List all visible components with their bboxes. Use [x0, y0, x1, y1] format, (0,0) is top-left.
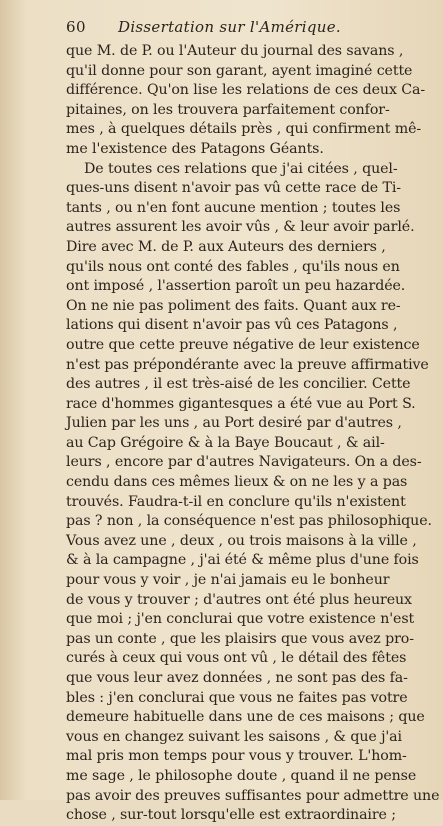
text-line: vous en changez suivant les saisons , & que j'ai: [66, 728, 402, 745]
text-line: leurs , encore par d'autres Navigateurs. On a des-: [66, 454, 422, 471]
text-line: pas ? non , la conséquence n'est pas philosophique.: [66, 513, 432, 530]
text-line: pour vous y voir , je n'ai jamais eu le bonheur: [66, 572, 390, 589]
body-text: [66, 42, 440, 826]
text-line: pitaines, on les trouvera parfaitement confor-: [66, 101, 390, 118]
text-line: outre que cette preuve négative de leur existence: [66, 336, 420, 353]
text-line: que M. de P. ou l'Auteur du journal des savans ,: [66, 43, 404, 59]
text-line: pas avoir des preuves suffisantes pour admettre une: [66, 787, 440, 804]
text-line: lations qui disent n'avoir pas vû ces Patagons ,: [66, 317, 398, 334]
text-line: Vous avez une , deux , ou trois maisons à la ville ,: [66, 532, 417, 549]
text-line: me l'existence des Patagons Géants.: [66, 140, 324, 157]
text-line: de vous y trouver ; d'autres ont été plus heureux: [66, 591, 412, 608]
text-line: différence. Qu'on lise les relations de ces deux Ca-: [66, 82, 426, 99]
text-line: chose , sur-tout lorsqu'elle est extraordinaire ;: [66, 807, 396, 824]
text-line: On ne nie pas poliment des faits. Quant aux re-: [66, 297, 401, 314]
running-title: Dissertation sur l'Amérique.: [118, 18, 341, 36]
text-line: des autres , il est très-aisé de les concilier. Cette: [66, 376, 411, 393]
text-line: Julien par les uns , au Port desiré par d'autres ,: [66, 415, 402, 432]
text-line: que moi ; j'en conclurai que votre existence n'est: [66, 611, 415, 628]
text-line: Dire avec M. de P. aux Auteurs des derniers ,: [66, 238, 386, 255]
text-line: n'est pas prépondérante avec la preuve affirmative: [66, 356, 429, 373]
text-line: ont imposé , l'assertion paroît un peu hazardée.: [66, 278, 406, 295]
text-line: & à la campagne , j'ai été & même plus d'une fois: [66, 552, 419, 569]
text-line: qu'ils nous ont conté des fables , qu'ils nous en: [66, 258, 400, 275]
text-line: au Cap Grégoire & à la Baye Boucaut , & ail-: [66, 434, 385, 451]
text-line: bles : j'en conclurai que vous ne faites pas votre: [66, 689, 408, 706]
text-line: tants , ou n'en font aucune mention ; toutes les: [66, 199, 401, 216]
page-number: 60: [66, 18, 87, 36]
paragraph-start-line: De toutes ces relations que j'ai citées , quel-: [84, 160, 398, 177]
text-line: race d'hommes gigantesques a été vue au Port S.: [66, 395, 416, 412]
text-line: mal pris mon temps pour vous y trouver. L'hom-: [66, 748, 407, 765]
text-line: autres assurent les avoir vûs , & leur avoir parlé.: [66, 219, 415, 236]
page-header: [66, 18, 425, 38]
text-line: ques-uns disent n'avoir pas vû cette race de Ti-: [66, 180, 402, 197]
text-line: me sage , le philosophe doute , quand il ne pense: [66, 767, 417, 784]
text-line: qu'il donne pour son garant, ayent imaginé cette: [66, 62, 413, 79]
text-line: pas un conte , que les plaisirs que vous avez pro-: [66, 630, 414, 647]
text-line: trouvés. Faudra-t-il en conclure qu'ils n'existent: [66, 493, 406, 510]
text-line: que vous leur avez données , ne sont pas des fa-: [66, 670, 408, 686]
text-line: curés à ceux qui vous ont vû , le détail des fêtes: [66, 650, 407, 667]
text-line: demeure habituelle dans une de ces maisons ; que: [66, 709, 425, 726]
text-line: mes , à quelques détails près , qui confirment mê-: [66, 121, 422, 138]
text-line: cendu dans ces mêmes lieux & on ne les y a pas: [66, 474, 408, 491]
